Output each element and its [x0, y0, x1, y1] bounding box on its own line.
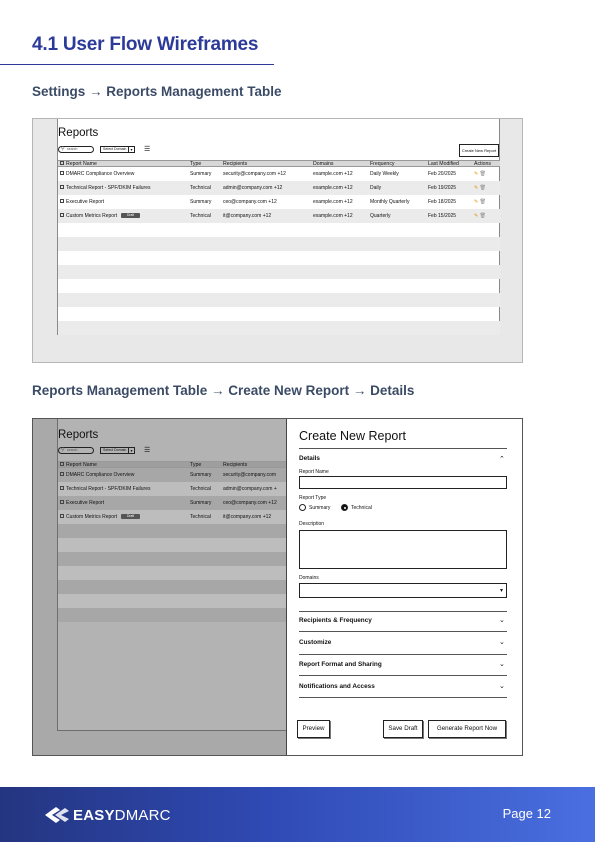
cell-frequency-text: Monthly Quarterly: [370, 199, 410, 205]
cell-modified: [428, 167, 456, 181]
cell-domains: [313, 181, 353, 195]
status-badge: Draft: [121, 514, 140, 519]
radio-empty-icon: [299, 504, 306, 511]
report-name-input[interactable]: [299, 476, 507, 489]
table-row[interactable]: [58, 468, 287, 482]
customize-section[interactable]: Customize: [299, 639, 332, 646]
flow-label-settings: Settings → Reports Management Table: [32, 84, 282, 99]
cell-recipients: [223, 468, 276, 482]
chevron-down-icon[interactable]: ⌄: [499, 617, 505, 624]
notifications-access-section[interactable]: Notifications and Access: [299, 683, 375, 690]
column-header-label: Type: [190, 161, 202, 167]
radio-technical-label: Technical: [351, 505, 372, 511]
cell-name: [60, 496, 104, 510]
logo-mark-icon: [45, 806, 69, 824]
cell-frequency: [370, 195, 409, 209]
cell-frequency: [370, 167, 399, 181]
cell-domains: [313, 167, 353, 181]
cell-recipients-text: ceo@company.com +12: [223, 500, 277, 506]
cell-type-text: Summary: [190, 500, 212, 506]
cell-domains-text: example.com +12: [313, 171, 353, 177]
reports-page: [57, 119, 500, 335]
empty-table-row: [58, 321, 500, 335]
cell-modified-text: Feb 18/2025: [428, 199, 457, 205]
empty-table-row: [58, 566, 287, 580]
cell-type: [190, 195, 211, 209]
cell-recipients: [223, 510, 271, 524]
table-header-row: [58, 160, 500, 167]
edit-icon[interactable]: ✎: [474, 213, 479, 219]
empty-table-row: [58, 223, 500, 237]
cell-recipients-text: security@company.com: [223, 472, 277, 478]
column-header-label: Last Modified: [428, 161, 459, 167]
column-header-label: Report Name: [66, 462, 97, 468]
details-section-header[interactable]: Details: [299, 455, 320, 462]
cell-frequency: [370, 209, 391, 223]
filter-icon: ☰: [144, 447, 151, 454]
cell-name: [60, 181, 150, 195]
cell-recipients-text: it@company.com +12: [223, 213, 272, 219]
row-checkbox[interactable]: [60, 171, 64, 175]
cell-name-text: Technical Report - SPF/DKIM Failures: [66, 486, 151, 492]
edit-icon[interactable]: ✎: [474, 185, 479, 191]
cell-name: [60, 510, 140, 524]
logo-text-regular: DMARC: [114, 807, 171, 824]
column-header-label: Recipients: [223, 462, 248, 468]
cell-name-text: DMARC Compliance Overview: [66, 472, 135, 478]
row-checkbox[interactable]: [60, 199, 64, 203]
cell-name-text: Technical Report - SPF/DKIM Failures: [66, 185, 151, 191]
cell-recipients-text: security@company.com +12: [223, 171, 286, 177]
delete-icon[interactable]: 🗑: [478, 213, 486, 219]
cell-name-text: DMARC Compliance Overview: [66, 171, 135, 177]
cell-name: [60, 195, 104, 209]
radio-technical[interactable]: [341, 504, 372, 512]
divider: [299, 654, 507, 655]
chevron-down-icon: ▾: [128, 147, 134, 152]
wireframe-reports-table: [32, 118, 523, 363]
cell-frequency: [370, 181, 381, 195]
search-placeholder: search: [67, 147, 78, 151]
chevron-up-icon[interactable]: ⌃: [499, 456, 505, 463]
column-header-label: Actions: [474, 161, 492, 167]
radio-summary-label: Summary: [309, 505, 331, 511]
cell-name-text: Custom Metrics Report: [66, 213, 118, 219]
cell-name-text: Executive Report: [66, 199, 105, 205]
domain-select-value: Select Domain: [103, 147, 127, 151]
empty-table-row: [58, 293, 500, 307]
table-header-row: [58, 461, 287, 468]
empty-table-row: [58, 251, 500, 265]
column-header-label: Recipients: [223, 161, 248, 167]
domain-select[interactable]: [100, 146, 135, 153]
chevron-down-icon[interactable]: ⌄: [499, 639, 505, 646]
cell-name: [60, 167, 134, 181]
select-all-checkbox[interactable]: [60, 462, 64, 466]
cell-type-text: Summary: [190, 199, 212, 205]
domain-select-value: Select Domain: [103, 448, 127, 452]
row-actions: [474, 167, 486, 181]
cell-name-text: Executive Report: [66, 500, 105, 506]
row-checkbox[interactable]: [60, 500, 64, 504]
recipients-frequency-section[interactable]: Recipients & Frequency: [299, 617, 372, 624]
cell-frequency-text: Daily Weekly: [370, 171, 399, 177]
report-name-label: Report Name: [299, 469, 329, 475]
cell-type-text: Summary: [190, 171, 212, 177]
select-all-checkbox[interactable]: [60, 161, 64, 165]
reports-table: [58, 160, 500, 335]
cell-type-text: Technical: [190, 185, 211, 191]
cell-type-text: Technical: [190, 486, 211, 492]
chevron-down-icon: ▾: [499, 588, 503, 594]
empty-table-row: [58, 307, 500, 321]
description-textarea[interactable]: [299, 530, 507, 569]
create-new-report-button[interactable]: Create New Report: [459, 144, 499, 157]
domains-label: Domains: [299, 575, 319, 581]
cell-modified-text: Feb 20/2025: [428, 171, 457, 177]
row-actions: [474, 209, 486, 223]
row-actions: [474, 181, 486, 195]
cell-recipients: [223, 181, 282, 195]
cell-recipients: [223, 167, 286, 181]
divider: [299, 675, 507, 676]
cell-type-text: Technical: [190, 213, 211, 219]
row-checkbox[interactable]: [60, 213, 64, 217]
chevron-down-icon: ▾: [128, 448, 134, 453]
divider: [299, 448, 507, 449]
cell-recipients: [223, 482, 277, 496]
empty-table-row: [58, 594, 287, 608]
radio-summary[interactable]: [299, 504, 330, 512]
row-checkbox[interactable]: [60, 486, 64, 490]
cell-type: [190, 496, 211, 510]
row-checkbox[interactable]: [60, 472, 64, 476]
column-header-label: Report Name: [66, 161, 97, 167]
search-input: [58, 447, 94, 454]
panel-title: Create New Report: [299, 429, 406, 443]
cell-domains: [313, 195, 353, 209]
create-report-panel: [286, 419, 523, 756]
divider: [299, 697, 507, 698]
cell-recipients-text: ceo@company.com +12: [223, 199, 277, 205]
radio-selected-icon: [341, 504, 348, 511]
preview-button[interactable]: Preview: [297, 720, 330, 738]
cell-type: [190, 510, 211, 524]
delete-icon[interactable]: 🗑: [478, 185, 486, 191]
cell-frequency-text: Quarterly: [370, 213, 391, 219]
table-row[interactable]: [58, 482, 287, 496]
empty-table-row: [58, 608, 287, 622]
cell-modified: [428, 195, 456, 209]
cell-name: [60, 482, 150, 496]
row-checkbox[interactable]: [60, 514, 64, 518]
empty-table-row: [58, 279, 500, 293]
domain-select: [100, 447, 135, 454]
chevron-down-icon[interactable]: ⌄: [499, 683, 505, 690]
report-type-label: Report Type: [299, 495, 327, 501]
delete-icon[interactable]: 🗑: [478, 171, 486, 177]
logo-text: [73, 807, 171, 824]
empty-table-row: [58, 524, 287, 538]
cell-name: [60, 468, 134, 482]
search-input[interactable]: [58, 146, 94, 153]
cell-recipients-text: admin@company.com +: [223, 486, 277, 492]
cell-modified-text: Feb 19/2025: [428, 185, 457, 191]
cell-recipients: [223, 209, 271, 223]
empty-table-row: [58, 265, 500, 279]
reports-table-dimmed: [58, 461, 287, 731]
table-row[interactable]: [58, 167, 500, 181]
cell-type-text: Technical: [190, 514, 211, 520]
cell-recipients: [223, 195, 277, 209]
table-row[interactable]: [58, 510, 287, 524]
cell-name: [60, 209, 140, 223]
row-checkbox[interactable]: [60, 185, 64, 189]
reports-page-dimmed: [57, 419, 287, 731]
status-badge: Draft: [121, 213, 140, 218]
divider: [299, 631, 507, 632]
table-row[interactable]: [58, 181, 500, 195]
page-number: Page 12: [502, 806, 551, 821]
empty-table-row: [58, 580, 287, 594]
table-row[interactable]: [58, 195, 500, 209]
chevron-down-icon[interactable]: ⌄: [499, 661, 505, 668]
cell-name-text: Custom Metrics Report: [66, 514, 118, 520]
description-label: Description: [299, 521, 325, 527]
empty-table-row: [58, 552, 287, 566]
cell-domains-text: example.com +12: [313, 213, 353, 219]
cell-type: [190, 209, 211, 223]
save-draft-button[interactable]: Save Draft: [383, 720, 423, 738]
wireframe-create-report: [32, 418, 523, 756]
format-sharing-section[interactable]: Report Format and Sharing: [299, 661, 382, 668]
empty-table-row: [58, 237, 500, 251]
cell-type: [190, 181, 211, 195]
table-row[interactable]: [58, 209, 500, 223]
cell-domains: [313, 209, 353, 223]
row-actions: [474, 195, 486, 209]
flow-label-create: Reports Management Table → Create New Report → Details: [32, 383, 415, 398]
cell-modified: [428, 181, 456, 195]
delete-icon[interactable]: 🗑: [478, 199, 486, 205]
heading-underline: [0, 64, 274, 65]
cell-domains-text: example.com +12: [313, 199, 353, 205]
filter-icon[interactable]: ☰: [144, 146, 151, 153]
cell-frequency-text: Daily: [370, 185, 382, 191]
cell-recipients-text: it@company.com +12: [223, 514, 272, 520]
cell-recipients: [223, 496, 277, 510]
table-row[interactable]: [58, 496, 287, 510]
reports-title: Reports: [58, 127, 99, 139]
search-icon: ⚲: [61, 146, 65, 152]
empty-table-row: [58, 538, 287, 552]
reports-title: Reports: [58, 429, 99, 441]
column-header-label: Type: [190, 462, 202, 468]
cell-recipients-text: admin@company.com +12: [223, 185, 283, 191]
search-placeholder: search: [67, 448, 78, 452]
edit-icon[interactable]: ✎: [474, 199, 479, 205]
domains-select[interactable]: [299, 583, 507, 598]
generate-report-button[interactable]: Generate Report Now: [428, 720, 506, 738]
logo-text-bold: EASY: [73, 807, 115, 824]
column-header-label: Domains: [313, 161, 334, 167]
cell-modified-text: Feb 15/2025: [428, 213, 457, 219]
cell-type: [190, 482, 211, 496]
cell-type: [190, 167, 211, 181]
cell-modified: [428, 209, 456, 223]
page-footer: [0, 787, 595, 842]
cell-domains-text: example.com +12: [313, 185, 353, 191]
search-icon: ⚲: [61, 447, 65, 453]
cell-type: [190, 468, 211, 482]
divider: [299, 611, 507, 612]
section-heading: 4.1 User Flow Wireframes: [32, 34, 259, 55]
column-header-label: Frequency: [370, 161, 395, 167]
edit-icon[interactable]: ✎: [474, 171, 479, 177]
cell-type-text: Summary: [190, 472, 212, 478]
